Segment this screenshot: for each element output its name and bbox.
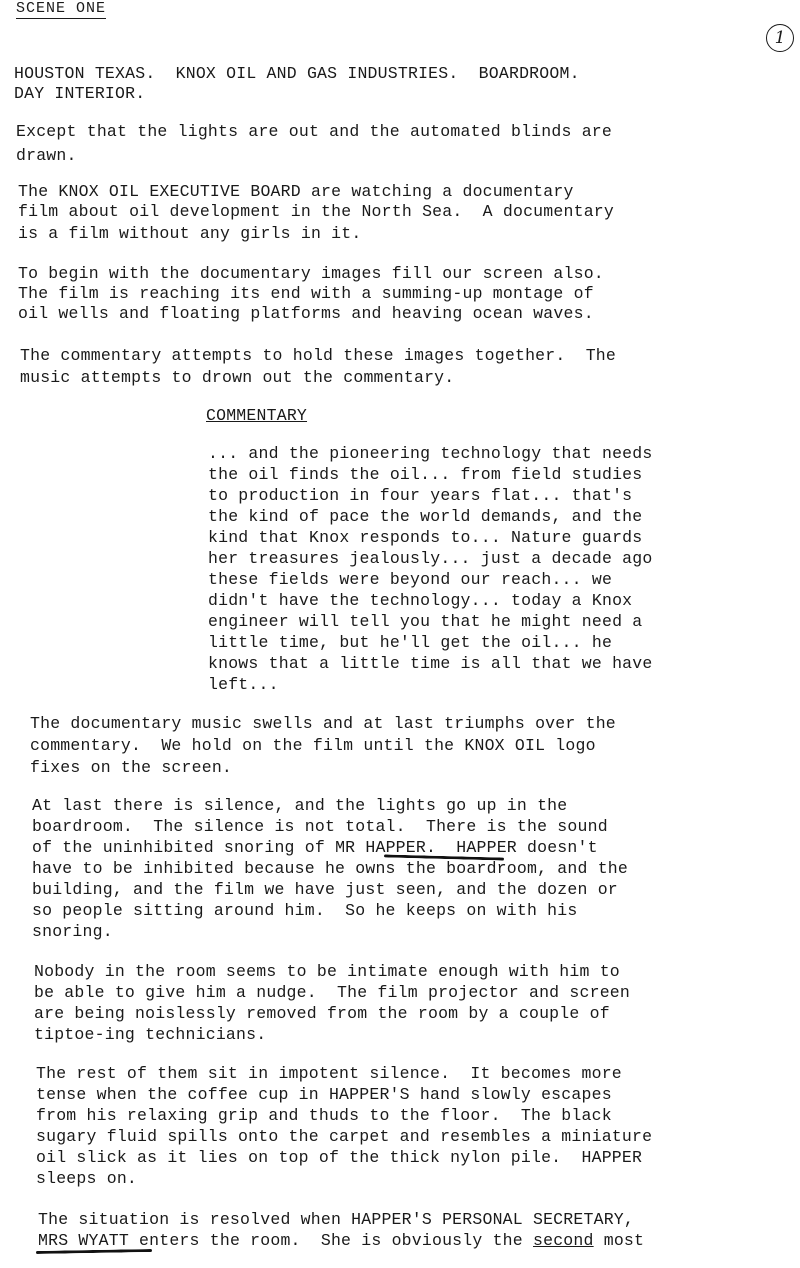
character-name-mr-happer: MR HAPPER	[335, 838, 426, 857]
action-line: oil wells and floating platforms and heaving ocean waves.	[18, 304, 594, 323]
action-line: tense when the coffee cup in HAPPER'S hand slowly escapes	[36, 1085, 612, 1104]
action-line: fixes on the screen.	[30, 758, 233, 777]
dialogue-line: her treasures jealously... just a decade ago	[208, 549, 653, 568]
dialogue-line: the oil finds the oil... from field studies	[208, 465, 643, 484]
action-line: is a film without any girls in it.	[18, 224, 362, 243]
dialogue-line: left...	[208, 675, 279, 694]
dialogue-line: little time, but he'll get the oil... he	[208, 633, 613, 652]
action-line: To begin with the documentary images fill our screen also.	[18, 264, 604, 283]
action-line: drawn.	[16, 146, 77, 165]
character-cue: COMMENTARY	[206, 406, 308, 425]
action-line: from his relaxing grip and thuds to the floor. The black	[36, 1106, 612, 1125]
dialogue-line: kind that Knox responds to... Nature guards	[208, 528, 643, 547]
action-line: The commentary attempts to hold these images together. The	[20, 346, 616, 365]
action-line: boardroom. The silence is not total. There is the sound	[32, 817, 608, 836]
action-line: have to be inhibited because he owns the boardroom, and the	[32, 859, 628, 878]
action-line: oil slick as it lies on top of the thick nylon pile. HAPPER	[36, 1148, 643, 1167]
slugline-line: HOUSTON TEXAS. KNOX OIL AND GAS INDUSTRIES. BOARDROOM.	[14, 64, 580, 83]
action-line: are being noislessly removed from the room by a couple of	[34, 1004, 610, 1023]
dialogue-line: the kind of pace the world demands, and the	[208, 507, 643, 526]
action-line: building, and the film we have just seen, and the dozen or	[32, 880, 618, 899]
scene-heading: SCENE ONE	[16, 0, 107, 17]
page-number: 1	[766, 24, 794, 52]
text-run: of the uninhibited snoring of	[32, 838, 336, 857]
action-line: The situation is resolved when HAPPER'S PERSONAL SECRETARY,	[38, 1210, 634, 1229]
dialogue-line: knows that a little time is all that we have	[208, 654, 653, 673]
text-run: enters the room. She is obviously the	[128, 1231, 533, 1250]
emphasis-second: second	[533, 1231, 594, 1250]
action-line: tiptoe-ing technicians.	[34, 1025, 267, 1044]
action-line: music attempts to drown out the commentary.	[20, 368, 455, 387]
action-line: The KNOX OIL EXECUTIVE BOARD are watching a documentary	[18, 182, 574, 201]
action-line	[32, 838, 598, 858]
action-line: so people sitting around him. So he keeps on with his	[32, 901, 578, 920]
dialogue-line: to production in four years flat... that's	[208, 486, 633, 505]
action-line: Except that the lights are out and the automated blinds are	[16, 122, 612, 141]
character-name-mrs-wyatt: MRS WYATT	[38, 1231, 129, 1250]
action-line	[38, 1231, 644, 1251]
text-run: most	[593, 1231, 645, 1250]
action-line: The rest of them sit in impotent silence. It becomes more	[36, 1064, 622, 1083]
dialogue-line: engineer will tell you that he might need a	[208, 612, 643, 631]
action-line: sugary fluid spills onto the carpet and resembles a miniature	[36, 1127, 653, 1146]
action-line: Nobody in the room seems to be intimate enough with him to	[34, 962, 620, 981]
action-line: sleeps on.	[36, 1169, 138, 1188]
action-line: commentary. We hold on the film until the KNOX OIL logo	[30, 736, 596, 755]
action-line: be able to give him a nudge. The film projector and screen	[34, 983, 630, 1002]
action-line: The film is reaching its end with a summing-up montage of	[18, 284, 594, 303]
slugline-line: DAY INTERIOR.	[14, 84, 146, 103]
dialogue-line: these fields were beyond our reach... we	[208, 570, 613, 589]
action-line: film about oil development in the North Sea. A documentary	[18, 202, 614, 221]
text-run: . HAPPER doesn't	[425, 838, 598, 857]
action-line: At last there is silence, and the lights go up in the	[32, 796, 568, 815]
pen-underline	[36, 1249, 152, 1254]
dialogue-line: ... and the pioneering technology that needs	[208, 444, 653, 463]
action-line: The documentary music swells and at last triumphs over the	[30, 714, 616, 733]
dialogue-line: didn't have the technology... today a Knox	[208, 591, 633, 610]
action-line: snoring.	[32, 922, 113, 941]
